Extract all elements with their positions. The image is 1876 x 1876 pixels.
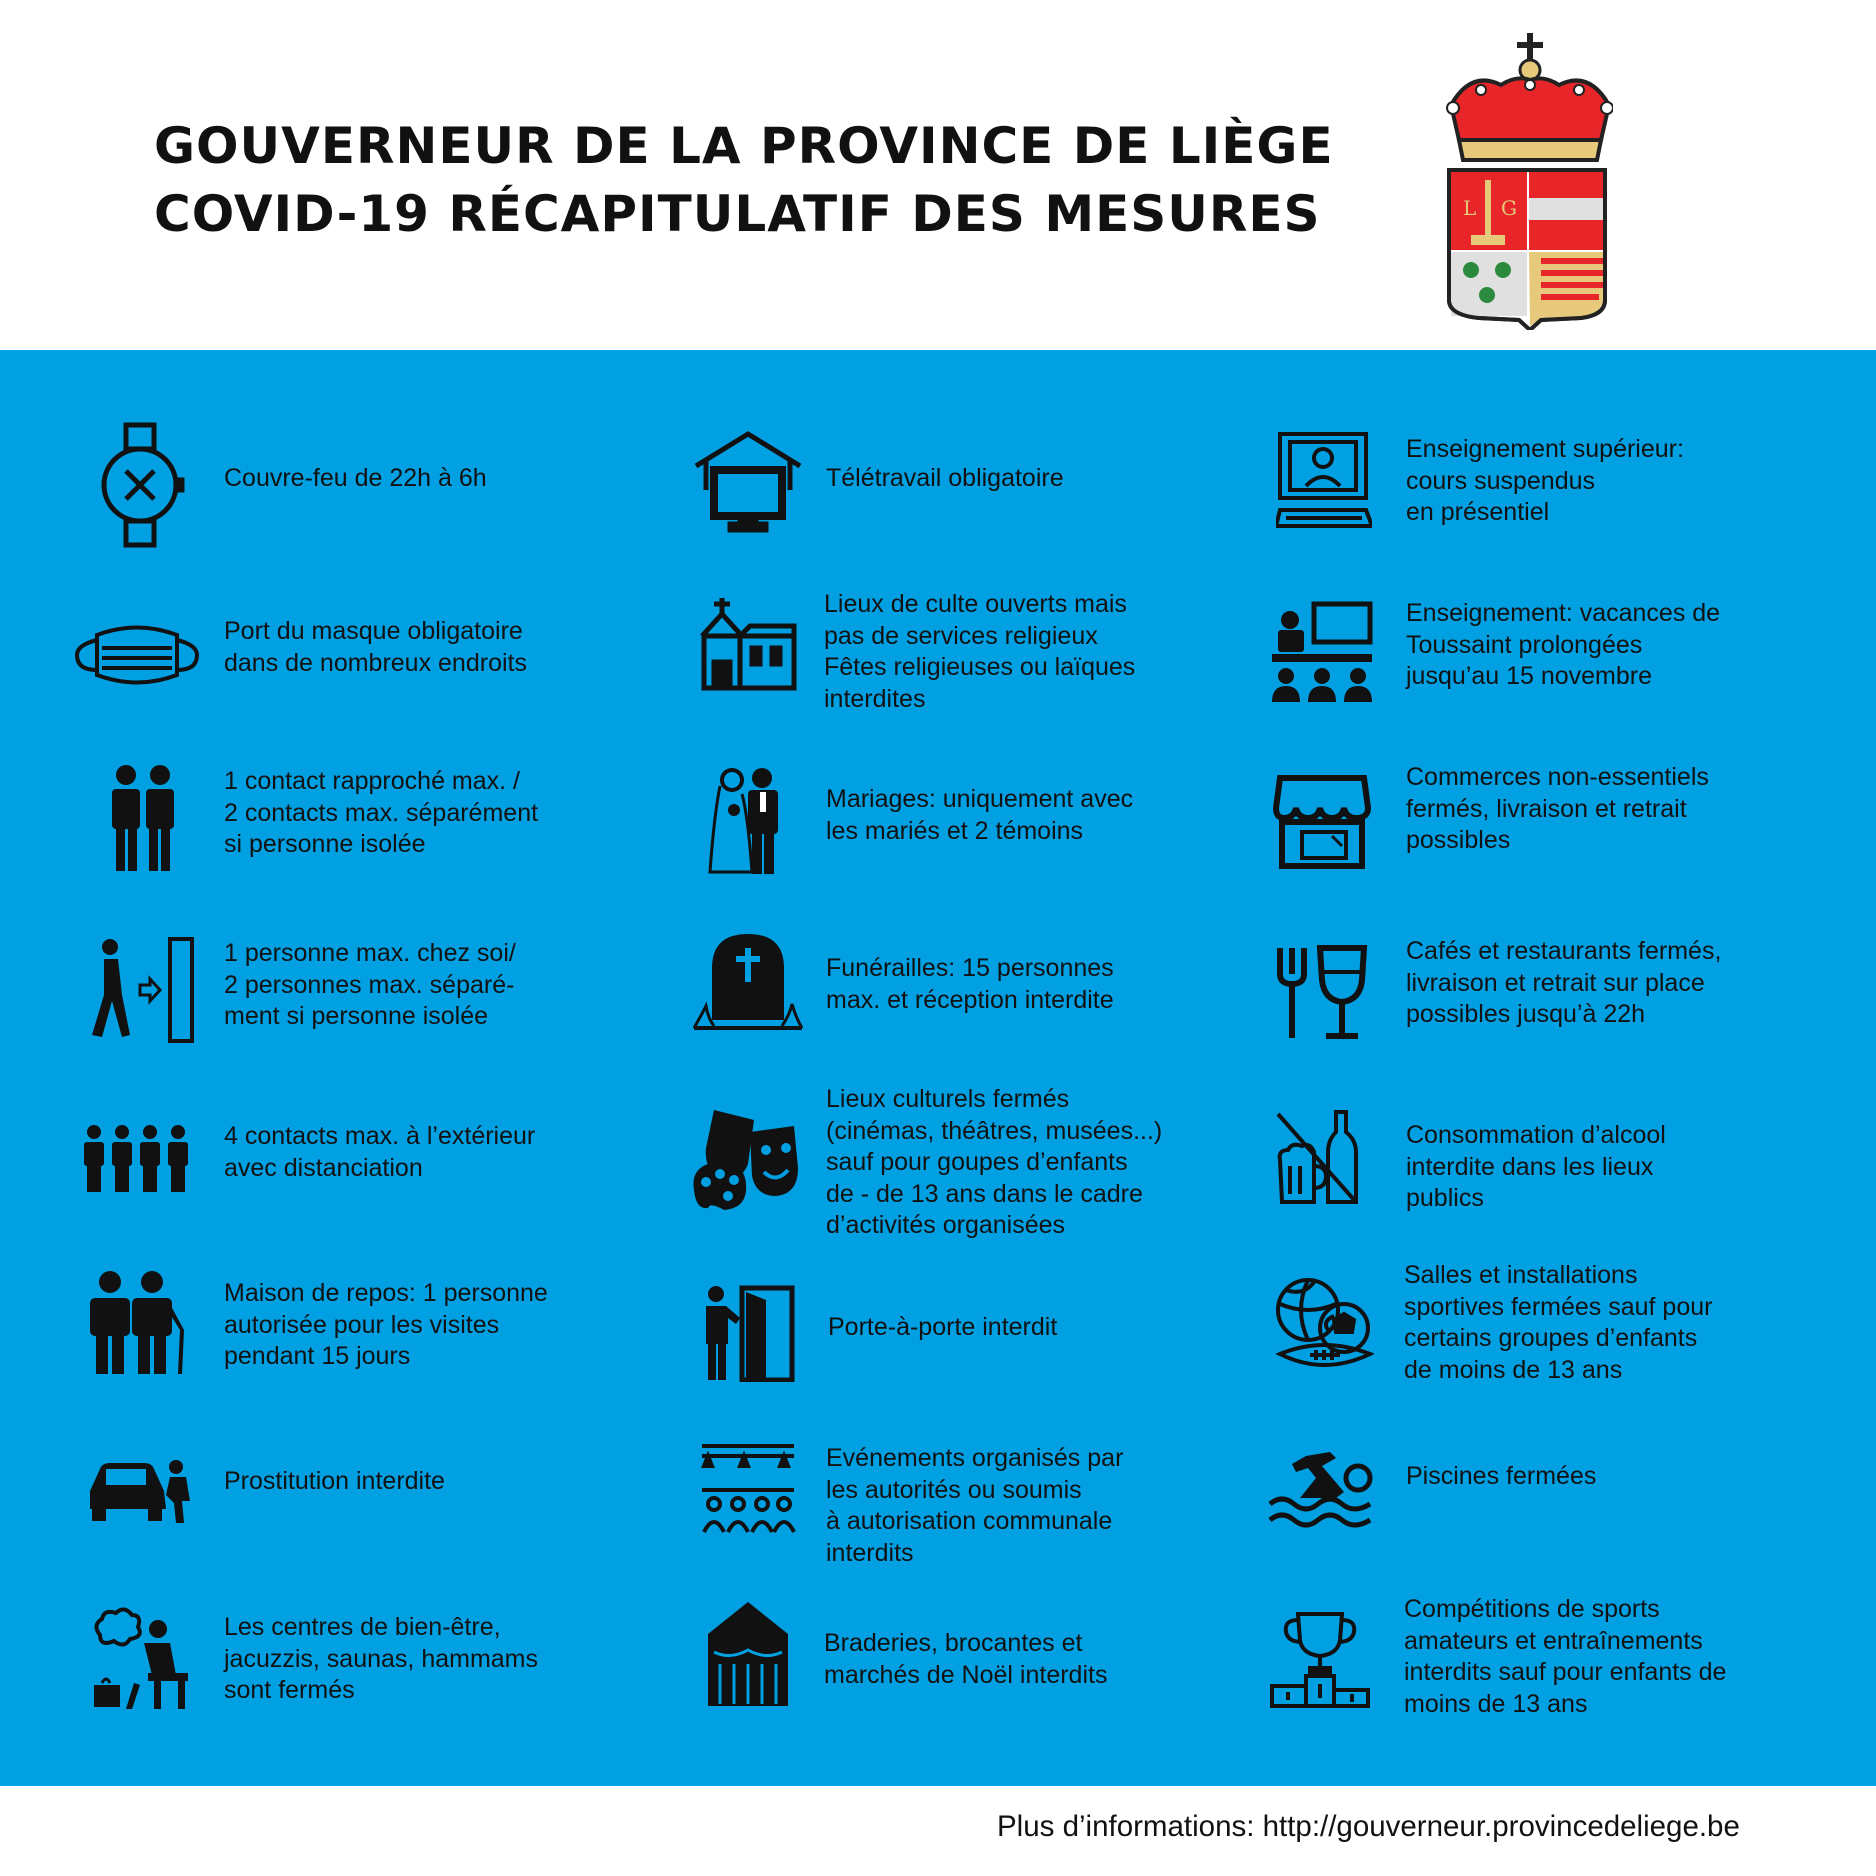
measure-text: Funérailles: 15 personnes max. et réception interdite <box>826 954 1114 1014</box>
measures-panel <box>0 350 1876 1786</box>
measure-text: Enseignement supérieur: cours suspendus en présentiel <box>1406 435 1684 526</box>
title-line-2: COVID-19 RÉCAPITULATIF DES MESURES <box>154 185 1321 243</box>
header <box>0 0 1876 350</box>
measure-text: Porte-à-porte interdit <box>828 1313 1058 1341</box>
measure-text: Lieux de culte ouverts mais pas de services religieux Fêtes religieuses ou laïques interdites <box>824 590 1136 713</box>
measure-text: Enseignement: vacances de Toussaint prolongées jusqu’au 15 novembre <box>1406 599 1721 690</box>
title-line-1: GOUVERNEUR DE LA PROVINCE DE LIÈGE <box>154 117 1334 175</box>
measure-text: Mariages: uniquement avec les mariés et 2 témoins <box>826 785 1134 845</box>
car-person-icon <box>86 1455 196 1525</box>
crest-letter-g: G <box>1501 196 1517 220</box>
page-title <box>154 112 1404 248</box>
measure-text: Salles et installations sportives fermées sauf pour certains groupes d’enfants de moins de 13 ans <box>1404 1261 1713 1384</box>
concert-icon <box>700 1440 796 1538</box>
wedding-icon <box>706 766 786 876</box>
measure-text: Consommation d’alcool interdite dans les lieux publics <box>1406 1121 1666 1212</box>
tombstone-icon <box>692 930 804 1032</box>
measure-text: 1 contact rapproché max. / 2 contacts max. séparément si personne isolée <box>224 767 539 858</box>
person-door-icon <box>88 935 198 1045</box>
door-knock-icon <box>702 1284 798 1382</box>
no-alcohol-icon <box>1274 1110 1360 1206</box>
measure-text: Compétitions de sports amateurs et entraînements interdits sauf pour enfants de moins de 13 ans <box>1404 1595 1727 1718</box>
measure-text: Couvre-feu de 22h à 6h <box>224 464 487 492</box>
fork-glass-icon <box>1274 944 1370 1040</box>
church-icon <box>694 596 798 692</box>
measure-text: 4 contacts max. à l’extérieur avec distanciation <box>224 1122 536 1182</box>
group-four-icon <box>82 1124 194 1194</box>
face-mask-icon <box>72 620 202 690</box>
measure-text: Commerces non-essentiels fermés, livraison et retrait possibles <box>1406 763 1709 854</box>
measure-text: Evénements organisés par les autorités ou soumis à autorisation communale interdits <box>826 1444 1124 1567</box>
elderly-couple-icon <box>88 1270 188 1376</box>
more-info-footer: Plus d’informations: http://gouverneur.provincedeliege.be <box>997 1810 1740 1843</box>
sports-balls-icon <box>1274 1276 1374 1376</box>
swimmer-icon <box>1266 1448 1376 1530</box>
measure-text: Maison de repos: 1 personne autorisée pour les visites pendant 15 jours <box>224 1279 548 1370</box>
trophy-podium-icon <box>1268 1610 1372 1708</box>
measure-text: Piscines fermées <box>1406 1462 1597 1490</box>
crest-letter-l: L <box>1463 196 1477 220</box>
classroom-icon <box>1270 600 1374 704</box>
computer-teacher-icon <box>1276 430 1372 534</box>
measure-text: Cafés et restaurants fermés, livraison et retrait sur place possibles jusqu’à 22h <box>1406 937 1722 1028</box>
shop-icon <box>1272 774 1372 870</box>
measure-text: 1 personne max. chez soi/ 2 personnes max. séparé- ment si personne isolée <box>224 939 516 1030</box>
measure-text: Télétravail obligatoire <box>826 464 1064 492</box>
theatre-masks-icon <box>690 1104 808 1214</box>
province-crest-logo <box>1441 30 1613 330</box>
measure-text: Port du masque obligatoire dans de nombreux endroits <box>224 617 527 677</box>
couple-icon <box>108 763 178 873</box>
measure-text: Lieux culturels fermés (cinémas, théâtres, musées...) sauf pour goupes d’enfants de - de 13 ans dans le cadre d’activités organisées <box>826 1085 1163 1239</box>
sauna-icon <box>88 1605 198 1711</box>
watch-icon <box>90 420 190 550</box>
measure-text: Braderies, brocantes et marchés de Noël interdits <box>824 1629 1108 1689</box>
measure-text: Prostitution interdite <box>224 1467 445 1495</box>
measure-text: Les centres de bien-être, jacuzzis, saunas, hammams sont fermés <box>224 1613 539 1704</box>
market-stall-icon <box>704 1598 792 1710</box>
home-office-icon <box>692 430 804 534</box>
